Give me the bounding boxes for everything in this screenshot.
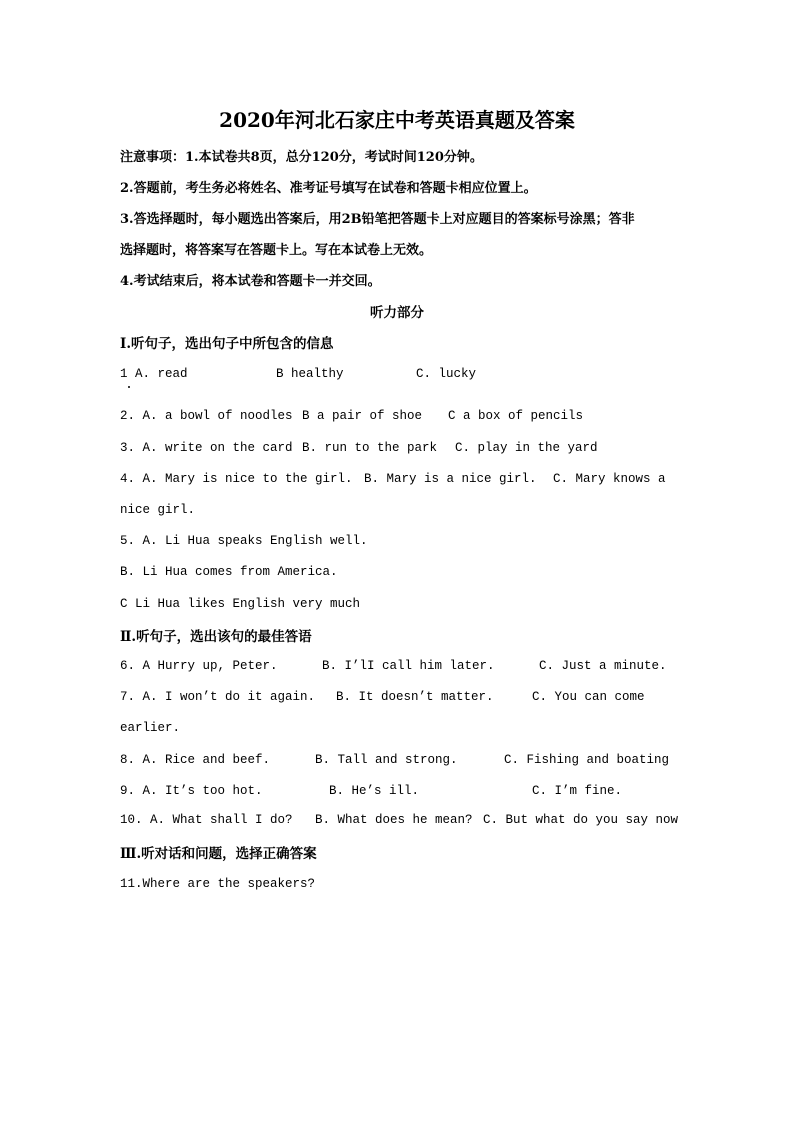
note-4: 4.考试结束后，将本试卷和答题卡一并交回。 <box>120 274 381 289</box>
q3-option-c: C. play in the yard <box>455 441 598 455</box>
note-2: 2.答题前，考生务必将姓名、准考证号填写在试卷和答题卡相应位置上。 <box>120 181 537 196</box>
q5-option-a: 5. A. Li Hua speaks English well. <box>120 534 368 548</box>
q10-option-c: C. But what do you say now <box>483 813 679 827</box>
q1-option-c: C. lucky <box>416 367 477 381</box>
q7-option-a: 7. A. I won’t do it again. <box>120 690 316 704</box>
section-title-listening: 听力部分 <box>370 305 424 321</box>
q1-option-a: A. read <box>135 367 188 381</box>
q2-option-a: 2. A. a bowl of noodles <box>120 409 293 423</box>
q3-option-a: 3. A. write on the card <box>120 441 293 455</box>
q10-option-a: 10. A. What shall I do? <box>120 813 293 827</box>
q4-option-c-continued: nice girl. <box>120 503 196 517</box>
q6-option-b: B. I’lI call him later. <box>322 659 495 673</box>
q7-option-c: C. You can come <box>532 690 645 704</box>
q7-option-b: B. It doesn’t matter. <box>336 690 494 704</box>
q8-option-c: C. Fishing and boating <box>504 753 670 767</box>
q10-option-b: B. What does he mean? <box>315 813 473 827</box>
q1-number: 1 <box>120 367 128 381</box>
q4-option-a: 4. A. Mary is nice to the girl. <box>120 472 353 486</box>
q2-option-b: B a pair of shoe <box>302 409 423 423</box>
q5-option-c: C Li Hua likes English very much <box>120 597 361 611</box>
q9-option-b: B. He’s ill. <box>329 784 420 798</box>
part-1-heading: Ⅰ.听句子，选出句子中所包含的信息 <box>120 336 334 352</box>
document-title: 2020年河北石家庄中考英语真题及答案 <box>219 108 575 132</box>
part-2-heading: Ⅱ.听句子，选出该句的最佳答语 <box>120 629 312 645</box>
q6-option-a: 6. A Hurry up, Peter. <box>120 659 278 673</box>
note-3-continued: 选择题时，将答案写在答题卡上。写在本试卷上无效。 <box>120 243 433 258</box>
q6-option-c: C. Just a minute. <box>539 659 667 673</box>
note-1: 注意事项：1.本试卷共8页，总分120分，考试时间120分钟。 <box>120 150 483 165</box>
q11-question: 11.Where are the speakers? <box>120 877 316 891</box>
q4-option-c: C. Mary knows a <box>553 472 666 486</box>
note-3: 3.答选择题时，每小题选出答案后，用2B铅笔把答题卡上对应题目的答案标号涂黑；答非 <box>120 212 635 227</box>
q1-mark-dot <box>128 386 130 388</box>
q9-option-c: C. I’m fine. <box>532 784 623 798</box>
q9-option-a: 9. A. It’s too hot. <box>120 784 263 798</box>
part-3-heading: Ⅲ.听对话和问题，选择正确答案 <box>120 846 317 862</box>
q5-option-b: B. Li Hua comes from America. <box>120 565 338 579</box>
q7-option-c-continued: earlier. <box>120 721 181 735</box>
q3-option-b: B. run to the park <box>302 441 438 455</box>
q8-option-a: 8. A. Rice and beef. <box>120 753 271 767</box>
q8-option-b: B. Tall and strong. <box>315 753 458 767</box>
q4-option-b: B. Mary is a nice girl. <box>364 472 537 486</box>
q2-option-c: C a box of pencils <box>448 409 584 423</box>
q1-option-b: B healthy <box>276 367 344 381</box>
